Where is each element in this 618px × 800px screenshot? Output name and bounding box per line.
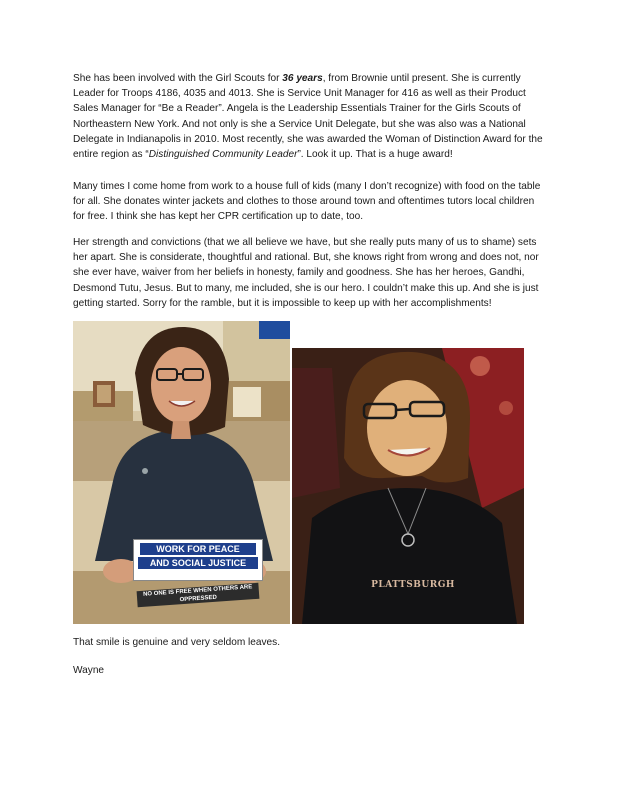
paragraph-girl-scouts <box>73 71 543 162</box>
p2-text: Many times I come home from work to a house full of kids (many I don’t recognize) with food on the table for all. She donates winter jackets and clothes to those around town and oftentimes tutors local children for free. I think she has kept her CPR certification up to date, too. <box>73 181 541 223</box>
sign-line-social-justice: AND SOCIAL JUSTICE <box>138 557 258 569</box>
p1-text-a: She has been involved with the Girl Scouts for <box>73 73 283 84</box>
photo-woman-with-sign <box>73 321 290 624</box>
photo-woman-smiling <box>292 348 524 624</box>
p1-text-e: ”. Look it up. That is a huge award! <box>297 149 453 161</box>
paragraph-strength <box>73 235 543 311</box>
p1-years-emphasis: 36 years <box>282 73 323 84</box>
shirt-text: PLATTSBURGH <box>371 580 455 590</box>
sign-line-work-for-peace: WORK FOR PEACE <box>140 543 256 555</box>
peace-sign-card <box>133 539 263 581</box>
photo-caption: That smile is genuine and very seldom leaves. <box>73 637 281 648</box>
p1-text-c: , from Brownie until present. She is currently Leader for Troops 4186, 4035 and 4013. She is Service Unit Manager for 416 as well as their Product Sales Manager for “Be a Reader”. Angela is the Leadership Essentials Trainer for the Girls Scouts of Northeastern New York. And not only is she a Service Unit Delegate, but she was also was a National Delegate in Indianapolis in 2010. Most recently, she was awarded the Woman of Distinction Award for the entire region as “ <box>73 73 543 161</box>
p1-award-title: Distinguished Community Leader <box>148 149 298 161</box>
p3-text: Her strength and convictions (that we all believe we have, but she really puts many of us to shame) sets her apart. She is considerate, thoughtful and rational. But, she knows right from wrong and does not, nor she ever have, waiver from her beliefs in honesty, family and goodness. She has her heroes, Gandhi, Desmond Tutu, Jesus. But to many, me included, she is our hero. I couldn’t make this up. And she is just getting started. Sorry for the ramble, but it is impossible to keep up with her accomplishments! <box>73 237 539 309</box>
bumper-sticker-no-one-is-free: NO ONE IS FREE WHEN OTHERS ARE OPPRESSED <box>137 583 260 607</box>
paragraph-home <box>73 179 543 225</box>
signature: Wayne <box>73 665 105 676</box>
